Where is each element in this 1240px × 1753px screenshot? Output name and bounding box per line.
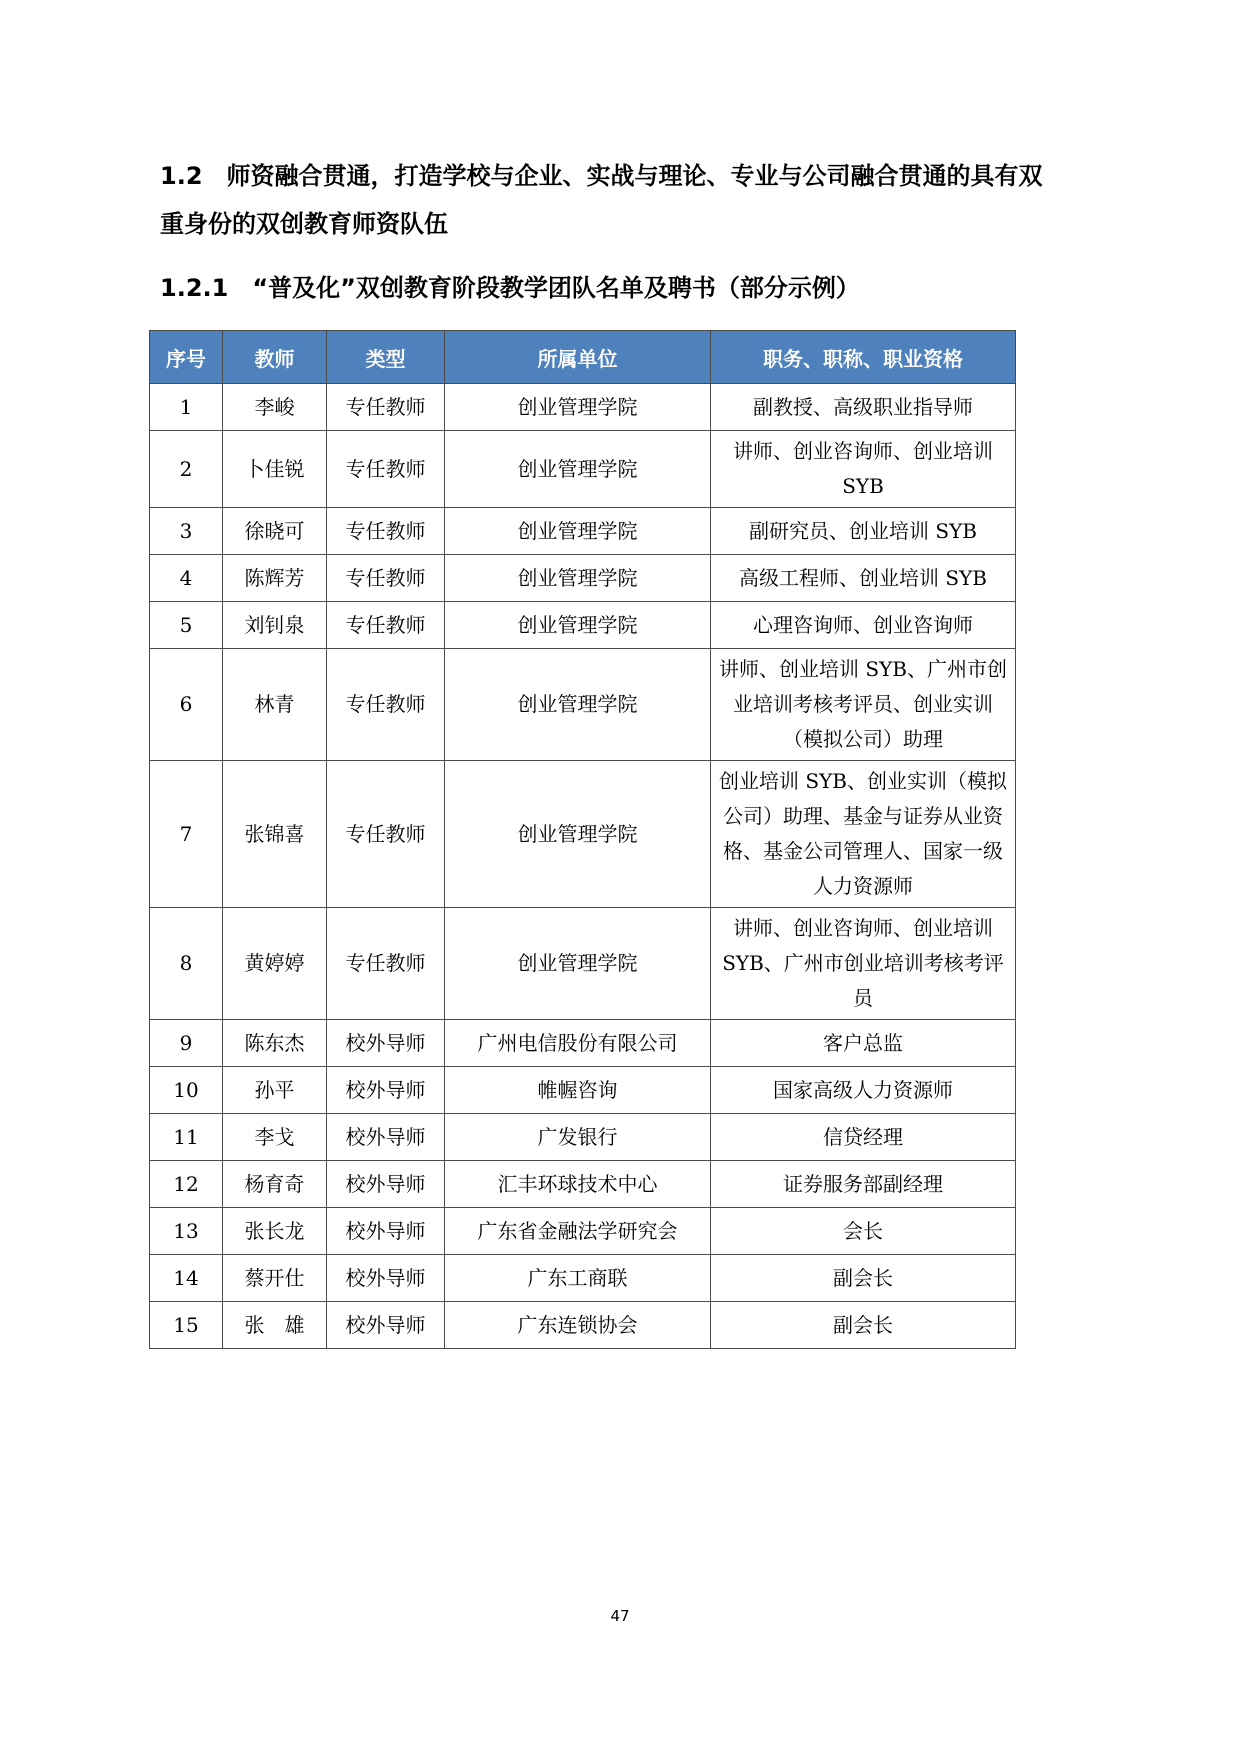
cell-title: 心理咨询师、创业咨询师 <box>711 602 1016 649</box>
cell-teacher: 孙平 <box>223 1067 327 1114</box>
header-unit: 所属单位 <box>445 331 711 384</box>
cell-index: 3 <box>150 508 223 555</box>
section-title-line1: 师资融合贯通，打造学校与企业、实战与理论、专业与公司融合贯通的具有双 <box>226 162 1043 190</box>
table-row <box>150 1114 1016 1161</box>
cell-type: 校外导师 <box>327 1067 445 1114</box>
cell-unit: 创业管理学院 <box>445 508 711 555</box>
team-table <box>149 330 1016 1349</box>
header-title: 职务、职称、职业资格 <box>711 331 1016 384</box>
cell-index: 10 <box>150 1067 223 1114</box>
header-type: 类型 <box>327 331 445 384</box>
table-row <box>150 908 1016 1020</box>
table-row <box>150 555 1016 602</box>
table-row <box>150 508 1016 555</box>
table-row <box>150 384 1016 431</box>
cell-title: 客户总监 <box>711 1020 1016 1067</box>
cell-index: 11 <box>150 1114 223 1161</box>
cell-teacher: 李峻 <box>223 384 327 431</box>
cell-index: 13 <box>150 1208 223 1255</box>
cell-index: 14 <box>150 1255 223 1302</box>
cell-index: 6 <box>150 649 223 761</box>
table-row <box>150 761 1016 908</box>
cell-type: 专任教师 <box>327 555 445 602</box>
table-row <box>150 1208 1016 1255</box>
cell-index: 4 <box>150 555 223 602</box>
cell-index: 12 <box>150 1161 223 1208</box>
cell-teacher: 张 雄 <box>223 1302 327 1349</box>
cell-teacher: 林青 <box>223 649 327 761</box>
subsection-title: “普及化”双创教育阶段教学团队名单及聘书（部分示例） <box>252 274 860 302</box>
header-index: 序号 <box>150 331 223 384</box>
cell-unit: 广东工商联 <box>445 1255 711 1302</box>
cell-title: 副会长 <box>711 1302 1016 1349</box>
subsection-heading <box>160 270 860 306</box>
cell-teacher: 陈辉芳 <box>223 555 327 602</box>
cell-index: 7 <box>150 761 223 908</box>
cell-teacher: 黄婷婷 <box>223 908 327 1020</box>
cell-unit: 汇丰环球技术中心 <box>445 1161 711 1208</box>
cell-teacher: 蔡开仕 <box>223 1255 327 1302</box>
cell-type: 校外导师 <box>327 1020 445 1067</box>
cell-unit: 创业管理学院 <box>445 431 711 508</box>
cell-unit: 广发银行 <box>445 1114 711 1161</box>
cell-teacher: 张锦喜 <box>223 761 327 908</box>
cell-index: 5 <box>150 602 223 649</box>
cell-title: 讲师、创业咨询师、创业培训 SYB、广州市创业培训考核考评员 <box>711 908 1016 1020</box>
cell-unit: 创业管理学院 <box>445 555 711 602</box>
section-title-line2: 重身份的双创教育师资队伍 <box>160 210 448 238</box>
cell-unit: 创业管理学院 <box>445 761 711 908</box>
cell-title: 讲师、创业咨询师、创业培训 SYB <box>711 431 1016 508</box>
section-heading <box>160 158 1043 194</box>
cell-teacher: 卜佳锐 <box>223 431 327 508</box>
cell-type: 校外导师 <box>327 1114 445 1161</box>
cell-title: 副研究员、创业培训 SYB <box>711 508 1016 555</box>
cell-title: 证券服务部副经理 <box>711 1161 1016 1208</box>
section-heading-continued <box>160 206 448 242</box>
cell-unit: 创业管理学院 <box>445 649 711 761</box>
cell-unit: 广州电信股份有限公司 <box>445 1020 711 1067</box>
cell-title: 副教授、高级职业指导师 <box>711 384 1016 431</box>
cell-type: 专任教师 <box>327 384 445 431</box>
cell-type: 专任教师 <box>327 431 445 508</box>
cell-unit: 广东省金融法学研究会 <box>445 1208 711 1255</box>
cell-teacher: 刘钊泉 <box>223 602 327 649</box>
section-number: 1.2 <box>160 162 203 190</box>
cell-type: 校外导师 <box>327 1208 445 1255</box>
table-row <box>150 1161 1016 1208</box>
cell-unit: 创业管理学院 <box>445 602 711 649</box>
cell-type: 专任教师 <box>327 602 445 649</box>
cell-title: 会长 <box>711 1208 1016 1255</box>
cell-unit: 广东连锁协会 <box>445 1302 711 1349</box>
table-body <box>150 384 1016 1349</box>
cell-index: 9 <box>150 1020 223 1067</box>
cell-teacher: 陈东杰 <box>223 1020 327 1067</box>
table-row <box>150 602 1016 649</box>
table-row <box>150 1020 1016 1067</box>
page-number: 47 <box>610 1607 630 1625</box>
table-row <box>150 1067 1016 1114</box>
cell-type: 专任教师 <box>327 508 445 555</box>
cell-type: 校外导师 <box>327 1255 445 1302</box>
table-row <box>150 1255 1016 1302</box>
cell-index: 15 <box>150 1302 223 1349</box>
cell-title: 讲师、创业培训 SYB、广州市创业培训考核考评员、创业实训（模拟公司）助理 <box>711 649 1016 761</box>
cell-title: 创业培训 SYB、创业实训（模拟公司）助理、基金与证券从业资格、基金公司管理人、国家一级人力资源师 <box>711 761 1016 908</box>
cell-type: 校外导师 <box>327 1161 445 1208</box>
cell-title: 副会长 <box>711 1255 1016 1302</box>
table-row <box>150 1302 1016 1349</box>
cell-unit: 创业管理学院 <box>445 384 711 431</box>
cell-title: 信贷经理 <box>711 1114 1016 1161</box>
cell-title: 国家高级人力资源师 <box>711 1067 1016 1114</box>
table-header-row <box>150 331 1016 384</box>
cell-type: 专任教师 <box>327 908 445 1020</box>
cell-type: 专任教师 <box>327 649 445 761</box>
cell-teacher: 张长龙 <box>223 1208 327 1255</box>
cell-teacher: 杨育奇 <box>223 1161 327 1208</box>
cell-unit: 帷幄咨询 <box>445 1067 711 1114</box>
cell-teacher: 李戈 <box>223 1114 327 1161</box>
cell-type: 校外导师 <box>327 1302 445 1349</box>
cell-index: 1 <box>150 384 223 431</box>
cell-index: 8 <box>150 908 223 1020</box>
header-teacher: 教师 <box>223 331 327 384</box>
cell-index: 2 <box>150 431 223 508</box>
cell-title: 高级工程师、创业培训 SYB <box>711 555 1016 602</box>
subsection-number: 1.2.1 <box>160 274 229 302</box>
cell-teacher: 徐晓可 <box>223 508 327 555</box>
cell-unit: 创业管理学院 <box>445 908 711 1020</box>
cell-type: 专任教师 <box>327 761 445 908</box>
table-row <box>150 431 1016 508</box>
table-row <box>150 649 1016 761</box>
